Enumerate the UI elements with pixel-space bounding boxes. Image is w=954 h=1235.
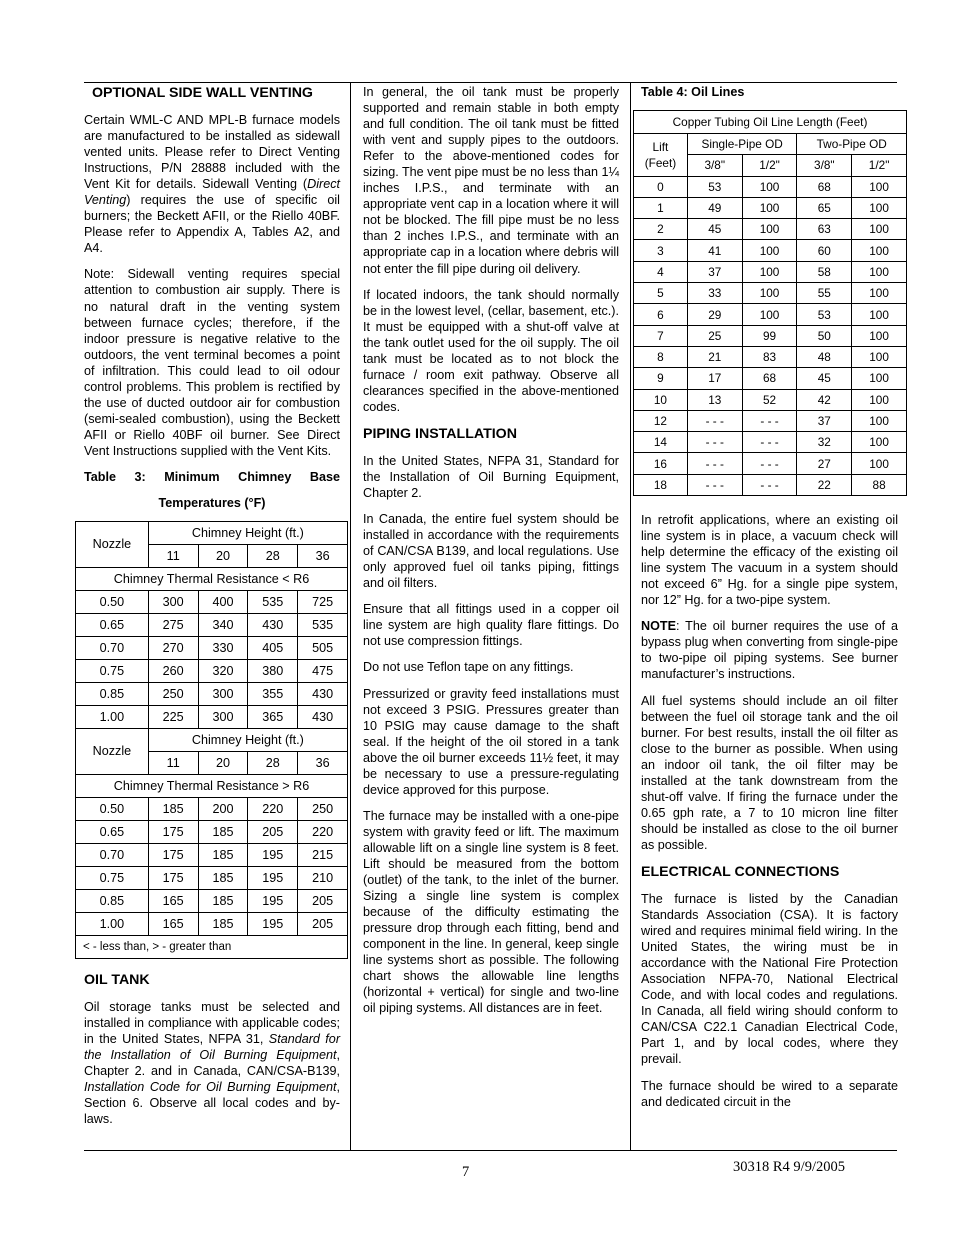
paragraph: The furnace is listed by the Canadian Standards Association (CSA). It is factory wired and requires minimal field wiring. In the United States, the wiring must be in accordance with the National Fire Protection Association NFPA-70, National Electrical Code, and with local codes and regulations. In Canada, all field wiring should conform to CAN/CSA C22.1 Canadian Electrical Code, Part 1, and by local codes, where they prevail. <box>641 891 898 1067</box>
table-cell: 185 <box>198 843 248 866</box>
table-cell: - - - <box>687 453 742 474</box>
table-cell: 175 <box>148 820 198 843</box>
table-cell: 10 <box>634 389 688 410</box>
table-cell: 100 <box>742 219 797 240</box>
oil-lines-table <box>633 110 907 496</box>
section-heading-piping-installation: PIPING INSTALLATION <box>363 425 517 442</box>
table-cell: 220 <box>248 797 298 820</box>
table-row <box>76 843 348 866</box>
table-cell: 0.85 <box>76 682 149 705</box>
table-cell: 185 <box>198 889 248 912</box>
table-cell: 320 <box>198 659 248 682</box>
table3-height-header: Chimney Height (ft.) <box>148 728 347 751</box>
table-cell: - - - <box>687 432 742 453</box>
table3-group-label: Chimney Thermal Resistance < R6 <box>76 567 348 590</box>
table-cell: 21 <box>687 346 742 367</box>
table-cell: 195 <box>248 912 298 935</box>
table-cell: 29 <box>687 304 742 325</box>
column-2 <box>363 84 619 1026</box>
table-cell: 175 <box>148 843 198 866</box>
table-cell: 380 <box>248 659 298 682</box>
table-cell: 365 <box>248 705 298 728</box>
table-cell: 195 <box>248 866 298 889</box>
table-cell: 100 <box>742 304 797 325</box>
table-cell: 165 <box>148 912 198 935</box>
paragraph: In the United States, NFPA 31, Standard for the Installation of Oil Burning Equipment, Chapter 2. <box>363 453 619 501</box>
document-id: 30318 R4 9/9/2005 <box>733 1159 845 1175</box>
paragraph: NOTE: The oil burner requires the use of a bypass plug when converting from single-pipe to two-pipe oil piping systems. See burner manufacturer’s instructions. <box>641 619 898 682</box>
table-cell: 430 <box>248 613 298 636</box>
table-cell: 0.75 <box>76 866 149 889</box>
table-cell: 100 <box>852 176 907 197</box>
table-cell: 225 <box>148 705 198 728</box>
table4-lift-header: Lift (Feet) <box>634 134 688 177</box>
table3-height-header: Chimney Height (ft.) <box>148 521 347 544</box>
table-cell: 0.85 <box>76 889 149 912</box>
table-cell: 5 <box>634 283 688 304</box>
paragraph: Certain WML-C AND MPL-B furnace models are manufactured to be installed as sidewall vented units. Please refer to Direct Venting Instructions, P/N 28888 included with the Vent Kit for details. Sidewall Venting (Direct Venting) requires the use of specific oil burners; the Beckett AFII, or the Riello 40BF. Please refer to Appendix A, Tables A2, and A4. <box>84 113 340 256</box>
table-cell: 88 <box>852 474 907 495</box>
table-row <box>634 389 907 410</box>
table-cell: 100 <box>742 283 797 304</box>
table4-size-cell: 3/8" <box>687 155 742 176</box>
table-row <box>634 453 907 474</box>
table-cell: 100 <box>852 389 907 410</box>
table-cell: 430 <box>298 705 348 728</box>
table-cell: 13 <box>687 389 742 410</box>
table-cell: 165 <box>148 889 198 912</box>
table-cell: 100 <box>852 368 907 389</box>
table4-size-cell: 3/8" <box>797 155 852 176</box>
table-cell: 14 <box>634 432 688 453</box>
table3-group-row <box>76 774 348 797</box>
table-cell: 55 <box>797 283 852 304</box>
table-row <box>76 590 348 613</box>
table-cell: 68 <box>797 176 852 197</box>
table-cell: 52 <box>742 389 797 410</box>
table-cell: 270 <box>148 636 198 659</box>
table-cell: 185 <box>148 797 198 820</box>
table-cell: 195 <box>248 889 298 912</box>
table-cell: 45 <box>797 368 852 389</box>
table-cell: 340 <box>198 613 248 636</box>
table-cell: 100 <box>852 261 907 282</box>
chimney-temperature-table <box>75 521 348 959</box>
table-cell: 505 <box>298 636 348 659</box>
table-row <box>76 705 348 728</box>
table4-caption: Table 4: Oil Lines <box>641 85 745 99</box>
paragraph: Pressurized or gravity feed installations must not exceed 3 PSIG. Pressures greater than 10 PSIG may cause damage to the shaft seal. If the height of the oil stored in a tank above the oil burner exceeds 11½ feet, it may be necessary to use a pressure-regulating device approved for this purpose. <box>363 686 619 797</box>
table-row <box>634 474 907 495</box>
table4-title-row <box>634 111 907 134</box>
table-cell: 0.70 <box>76 843 149 866</box>
table-cell: 0.75 <box>76 659 149 682</box>
table3-height-cell: 28 <box>248 544 298 567</box>
table3-group-label: Chimney Thermal Resistance > R6 <box>76 774 348 797</box>
table-cell: 205 <box>298 912 348 935</box>
table-cell: - - - <box>742 410 797 431</box>
table-cell: 300 <box>198 705 248 728</box>
table-cell: 0.50 <box>76 797 149 820</box>
table-cell: 175 <box>148 866 198 889</box>
table-row <box>634 432 907 453</box>
table-cell: 355 <box>248 682 298 705</box>
table-cell: 41 <box>687 240 742 261</box>
section-heading-side-wall-venting: OPTIONAL SIDE WALL VENTING <box>92 85 313 101</box>
table-cell: 100 <box>742 197 797 218</box>
section-heading-oil-tank: OIL TANK <box>84 971 150 988</box>
paragraph: The furnace may be installed with a one-pipe system with gravity feed or lift. The maximum allowable lift on a single line system is 8 feet. Lift should be measured from the bottom (outlet) of the tank, to the inlet of the burner. Sizing a single line system is complex because of the difficulty estimating the pressure drop through each fitting, bend and component in the line. In general, keep single line systems short as possible. The following chart shows the allowable line lengths (horizontal + vertical) for single and two-line oil piping systems. All distances are in feet. <box>363 808 619 1016</box>
table3-nozzle-header: Nozzle <box>76 728 149 774</box>
paragraph: Note: Sidewall venting requires special attention to combustion air supply. There is no natural draft in the venting system between furnace cycles; therefore, if the indoor pressure is negative relative to the outdoors, the vent terminal becomes a point of infiltration. This could lead to oil odour control problems. This problem is rectified by the use of ducted outdoor air for combustion (semi-sealed combustion), using the Beckett AFII or Riello 40BF oil burner. See Direct Vent Instructions supplied with the Vent Kits. <box>84 267 340 458</box>
table4-header-row <box>634 134 907 155</box>
table-row <box>76 912 348 935</box>
table-row <box>634 240 907 261</box>
table-cell: 0.50 <box>76 590 149 613</box>
table3-header-row <box>76 521 348 544</box>
table-row <box>634 176 907 197</box>
table-cell: 16 <box>634 453 688 474</box>
table-cell: 37 <box>797 410 852 431</box>
table-cell: 12 <box>634 410 688 431</box>
table-cell: 7 <box>634 325 688 346</box>
table-cell: 1.00 <box>76 912 149 935</box>
table-cell: 99 <box>742 325 797 346</box>
table-cell: 48 <box>797 346 852 367</box>
table-cell: 430 <box>298 682 348 705</box>
table3-height-cell: 11 <box>148 751 198 774</box>
table-cell: 210 <box>298 866 348 889</box>
top-rule <box>84 82 897 83</box>
paragraph: In general, the oil tank must be properly supported and remain stable in both empty and full condition. The oil tank must be fitted with vent and supply pipes to the outdoors. Refer to the above-mentioned codes for sizing. The vent pipe must be no less than 1¼ inches I.P.S., and terminate with an appropriate vent cap in a location where it will not be blocked. The fill pipe must be no less than 2 inches I.P.S., and terminate with an appropriate cap in a location where debris will not enter the fill pipe during oil delivery. <box>363 85 619 276</box>
table-cell: 250 <box>298 797 348 820</box>
table-cell: 6 <box>634 304 688 325</box>
table-cell: - - - <box>687 410 742 431</box>
table-row <box>634 304 907 325</box>
table3-height-cell: 28 <box>248 751 298 774</box>
table-cell: 22 <box>797 474 852 495</box>
table-cell: 60 <box>797 240 852 261</box>
table-cell: - - - <box>742 474 797 495</box>
paragraph: The furnace should be wired to a separate and dedicated circuit in the <box>641 1078 898 1109</box>
table-cell: 65 <box>797 197 852 218</box>
table-cell: 0 <box>634 176 688 197</box>
column-1 <box>84 84 340 1137</box>
table4-single-pipe-header: Single-Pipe OD <box>687 134 797 155</box>
table-cell: 100 <box>852 325 907 346</box>
table-cell: 9 <box>634 368 688 389</box>
bottom-rule <box>84 1150 897 1151</box>
table-cell: 100 <box>852 453 907 474</box>
paragraph: If located indoors, the tank should normally be in the lowest level, (cellar, basement, etc.). It must be equipped with a shut-off valve at the tank outlet used for the oil supply. The oil tank must be located as to not block the furnace / room exit pathway. Observe all clearances specified in the above-mentioned codes. <box>363 287 619 414</box>
paragraph: In retrofit applications, where an existing oil line system is in place, a vacuum check will help determine the efficacy of the existing oil line system The vacuum in a system should not exceed 6” Hg. for a single pipe system, nor 12” Hg. for a two-pipe system. <box>641 513 898 608</box>
table-row <box>634 261 907 282</box>
table4-title: Copper Tubing Oil Line Length (Feet) <box>634 111 907 134</box>
table-cell: 1.00 <box>76 705 149 728</box>
table-cell: 1 <box>634 197 688 218</box>
table-row <box>634 219 907 240</box>
table-cell: 725 <box>298 590 348 613</box>
paragraph: All fuel systems should include an oil filter between the fuel oil storage tank and the oil burner. For best results, install the oil filter as close to the burner as possible. When using an indoor oil tank, the oil filter may be installed at the tank downstream from the shut-off valve. If firing the furnace under the 0.65 gph rate, a 7 to 10 micron line filter should be installed as close to the oil burner as possible. <box>641 693 898 852</box>
table-cell: 300 <box>148 590 198 613</box>
paragraph: In Canada, the entire fuel system should be installed in accordance with the requirements of CAN/CSA B139, and local regulations. Use only approved fuel oil tanks piping, fittings and oil filters. <box>363 512 619 591</box>
table-cell: 535 <box>248 590 298 613</box>
table-cell: 17 <box>687 368 742 389</box>
table-cell: 185 <box>198 820 248 843</box>
table-cell: 185 <box>198 866 248 889</box>
column-3 <box>641 84 898 1120</box>
table-cell: 50 <box>797 325 852 346</box>
table-cell: 33 <box>687 283 742 304</box>
table-cell: 18 <box>634 474 688 495</box>
table3-height-cell: 36 <box>298 751 348 774</box>
table-cell: 37 <box>687 261 742 282</box>
table-cell: 42 <box>797 389 852 410</box>
table3-caption: Table 3: Minimum Chimney Base Temperatures (°F) <box>84 469 340 510</box>
table-cell: 100 <box>852 240 907 261</box>
table-cell: 535 <box>298 613 348 636</box>
table-cell: 405 <box>248 636 298 659</box>
table-row <box>76 889 348 912</box>
table4-two-pipe-header: Two-Pipe OD <box>797 134 907 155</box>
table-cell: 68 <box>742 368 797 389</box>
table-cell: 58 <box>797 261 852 282</box>
table-cell: 400 <box>198 590 248 613</box>
table-row <box>76 797 348 820</box>
table3-footnote: < - less than, > - greater than <box>76 935 348 958</box>
table3-height-cell: 20 <box>198 544 248 567</box>
table-cell: 27 <box>797 453 852 474</box>
table-cell: 100 <box>852 304 907 325</box>
table-cell: 63 <box>797 219 852 240</box>
table3-group-row <box>76 567 348 590</box>
paragraph: Ensure that all fittings used in a copper oil line system are high quality flare fittings. Do not use compression fittings. <box>363 602 619 649</box>
table3-height-cell: 11 <box>148 544 198 567</box>
page-number: 7 <box>462 1164 470 1180</box>
table-cell: 215 <box>298 843 348 866</box>
table3-header-row <box>76 728 348 751</box>
table-row <box>76 820 348 843</box>
table-cell: 45 <box>687 219 742 240</box>
table-cell: 100 <box>742 261 797 282</box>
table-cell: 53 <box>797 304 852 325</box>
paragraph: Do not use Teflon tape on any fittings. <box>363 660 574 675</box>
table-cell: 205 <box>298 889 348 912</box>
table-cell: 100 <box>852 346 907 367</box>
table-cell: 100 <box>852 410 907 431</box>
table-row <box>634 197 907 218</box>
table-cell: 83 <box>742 346 797 367</box>
table-cell: 475 <box>298 659 348 682</box>
table-cell: 100 <box>852 197 907 218</box>
section-heading-electrical-connections: ELECTRICAL CONNECTIONS <box>641 863 840 880</box>
table-cell: 0.65 <box>76 613 149 636</box>
table-cell: - - - <box>742 453 797 474</box>
table-cell: 185 <box>198 912 248 935</box>
column-divider-2 <box>630 83 631 1150</box>
table-row <box>76 866 348 889</box>
table-cell: 8 <box>634 346 688 367</box>
table-row <box>634 346 907 367</box>
table-row <box>634 368 907 389</box>
table-cell: 100 <box>852 219 907 240</box>
table3-footnote-row <box>76 935 348 958</box>
table-row <box>634 410 907 431</box>
table-cell: 275 <box>148 613 198 636</box>
table-row <box>76 613 348 636</box>
paragraph: Oil storage tanks must be selected and installed in compliance with applicable codes; in the United States, NFPA 31, Standard for the Installation of Oil Burning Equipment, Chapter 2. and in Canada, CAN/CSA-B139, Installation Code for Oil Burning Equipment, Section 6. Observe all local codes and by-laws. <box>84 999 341 1127</box>
table-cell: 4 <box>634 261 688 282</box>
table-cell: 205 <box>248 820 298 843</box>
table-cell: - - - <box>742 432 797 453</box>
table-cell: 260 <box>148 659 198 682</box>
table3-height-cell: 36 <box>298 544 348 567</box>
table-cell: 100 <box>742 240 797 261</box>
table3-nozzle-header: Nozzle <box>76 521 149 567</box>
table-cell: 2 <box>634 219 688 240</box>
table-cell: 330 <box>198 636 248 659</box>
table-row <box>634 325 907 346</box>
table-cell: 32 <box>797 432 852 453</box>
table-row <box>76 682 348 705</box>
table-cell: 100 <box>742 176 797 197</box>
table-cell: - - - <box>687 474 742 495</box>
table-cell: 49 <box>687 197 742 218</box>
table-cell: 100 <box>852 283 907 304</box>
table-cell: 3 <box>634 240 688 261</box>
table-cell: 53 <box>687 176 742 197</box>
table-cell: 100 <box>852 432 907 453</box>
table-cell: 25 <box>687 325 742 346</box>
table-row <box>76 659 348 682</box>
table4-size-cell: 1/2" <box>852 155 907 176</box>
column-divider-1 <box>350 83 351 1150</box>
table3-height-cell: 20 <box>198 751 248 774</box>
table-cell: 250 <box>148 682 198 705</box>
table-row <box>76 636 348 659</box>
table-cell: 195 <box>248 843 298 866</box>
table-cell: 200 <box>198 797 248 820</box>
table-cell: 220 <box>298 820 348 843</box>
table-cell: 300 <box>198 682 248 705</box>
table-row <box>634 283 907 304</box>
table4-size-cell: 1/2" <box>742 155 797 176</box>
table-cell: 0.65 <box>76 820 149 843</box>
table-cell: 0.70 <box>76 636 149 659</box>
